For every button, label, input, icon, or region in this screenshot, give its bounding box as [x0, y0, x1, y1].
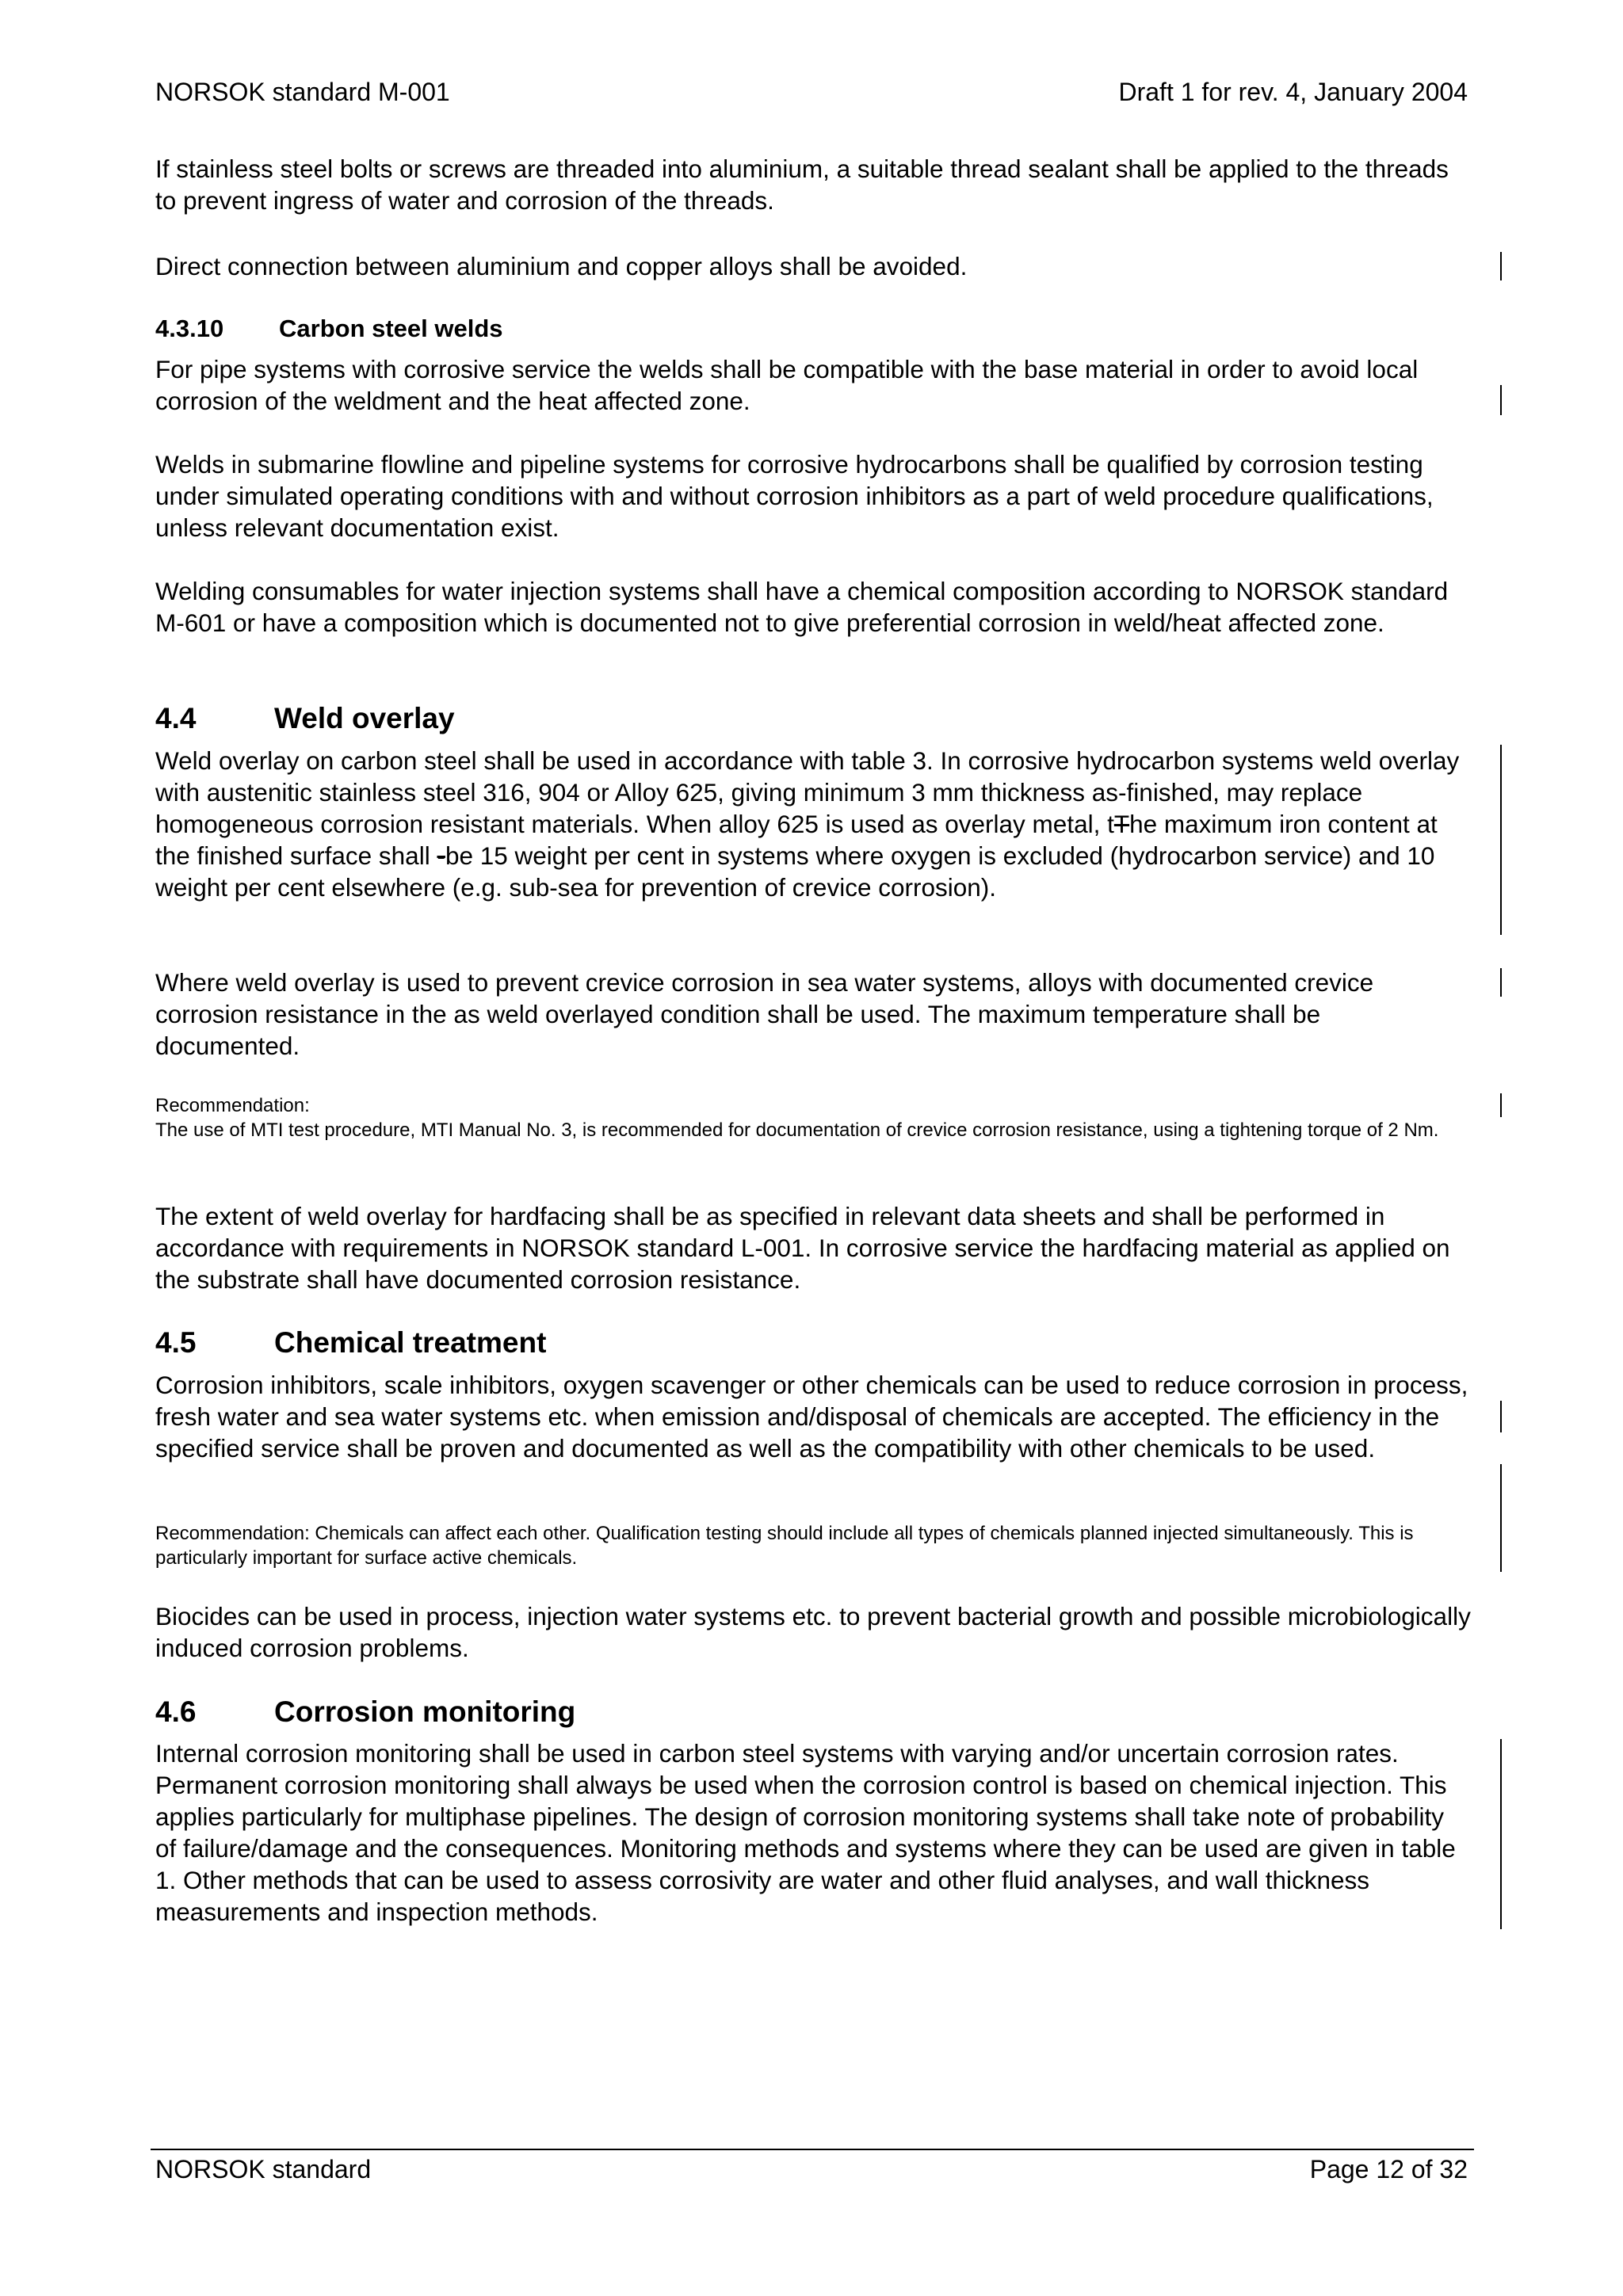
paragraph-aluminium-copper: Direct connection between aluminium and copper alloys shall be avoided. [155, 252, 968, 280]
change-bar [1500, 1093, 1502, 1117]
change-bar [1500, 252, 1502, 280]
text-run: he maximum iron content at the finished surface shall [155, 810, 1438, 870]
footer-rule [151, 2149, 1474, 2150]
section-title: Carbon steel welds [279, 315, 503, 342]
change-bar [1500, 968, 1502, 997]
section-number: 4.4 [155, 702, 197, 734]
recommendation-label: Recommendation: [155, 1095, 310, 1116]
section-number: 4.6 [155, 1695, 197, 1728]
section-heading-4-4 [155, 702, 455, 735]
recommendation-chemicals: Recommendation: Chemicals can affect each other. Qualification testing should include all types of chemicals planned injected simultaneously. This is particularly important for surface active chemicals. [155, 1523, 1414, 1569]
page-number: Page 12 of 32 [1309, 2155, 1468, 2183]
paragraph-thread-sealant: If stainless steel bolts or screws are threaded into aluminium, a suitable thread sealant shall be applied to the threads to prevent ingress of water and corrosion of the threads. [155, 154, 1449, 215]
section-heading-4-6 [155, 1695, 575, 1729]
text-run: Weld overlay on carbon steel shall be used in accordance with table 3. In corrosive hydrocarbon systems weld overlay with austenitic stainless steel 316, 904 or Alloy 625, giving minimum 3 mm thickness as-finished, may replace homogeneous corrosion resistant materials. When alloy 625 is used as overlay metal, t [155, 746, 1460, 838]
paragraph-welding-consumables: Welding consumables for water injection systems shall have a chemical composition according to NORSOK standard M-601 or have a composition which is documented not to give preferential corrosion in weld/heat affected zone. [155, 577, 1449, 637]
paragraph-biocides: Biocides can be used in process, injection water systems etc. to prevent bacterial growth and possible microbiologically induced corrosion problems. [155, 1602, 1471, 1662]
section-heading-4-3-10 [155, 315, 503, 343]
section-number: 4.3.10 [155, 315, 224, 342]
header-left: NORSOK standard M-001 [155, 78, 450, 106]
paragraph-crevice-corrosion: Where weld overlay is used to prevent crevice corrosion in sea water systems, alloys with documented crevice corrosion resistance in the as weld overlayed condition shall be used. The maximum temperature shall be documented. [155, 968, 1374, 1060]
page-footer [155, 2155, 1468, 2190]
change-bar [1500, 1401, 1502, 1432]
change-bar [1500, 385, 1502, 415]
deleted-text: - [437, 841, 445, 870]
footer-left: NORSOK standard [155, 2155, 372, 2183]
recommendation-text: The use of MTI test procedure, MTI Manual No. 3, is recommended for documentation of crevice corrosion resistance, using a tightening torque of 2 Nm. [155, 1119, 1439, 1141]
section-number: 4.5 [155, 1326, 197, 1359]
paragraph-corrosion-monitoring: Internal corrosion monitoring shall be used in carbon steel systems with varying and/or uncertain corrosion rates. Permanent corrosion monitoring shall always be used when the corrosion control is based on chemical injection. This applies particularly for multiphase pipelines. The design of corrosion monitoring systems shall take note of probability of failure/damage and the consequences. Monitoring methods and systems where they can be used are given in table 1. Other methods that can be used to assess corrosivity are water and other fluid analyses, and wall thickness measurements and inspection methods. [155, 1739, 1456, 1926]
section-title: Corrosion monitoring [274, 1695, 576, 1728]
change-bar [1500, 745, 1502, 935]
section-title: Weld overlay [274, 702, 455, 734]
change-bar [1500, 1464, 1502, 1572]
paragraph-pipe-welds: For pipe systems with corrosive service the welds shall be compatible with the base material in order to avoid local corrosion of the weldment and the heat affected zone. [155, 355, 1419, 415]
header-right: Draft 1 for rev. 4, January 2004 [1118, 78, 1468, 106]
recommendation-mti [155, 1093, 1471, 1142]
paragraph-inhibitors: Corrosion inhibitors, scale inhibitors, oxygen scavenger or other chemicals can be used to reduce corrosion in process, fresh water and sea water systems etc. when emission and/disposal of chemicals are accepted. The efficiency in the specified service shall be proven and documented as well as the compatibility with other chemicals to be used. [155, 1371, 1468, 1463]
section-heading-4-5 [155, 1326, 546, 1360]
page-header [155, 78, 1468, 113]
text-run: be 15 weight per cent in systems where oxygen is excluded (hydrocarbon service) and 10 weight per cent elsewhere (e.g. sub-sea for prevention of crevice corrosion). [155, 841, 1435, 902]
paragraph-hardfacing: The extent of weld overlay for hardfacing shall be as specified in relevant data sheets and shall be performed in accordance with requirements in NORSOK standard L-001. In corrosive service the hardfacing material as applied on the substrate shall have documented corrosion resistance. [155, 1202, 1450, 1294]
section-title: Chemical treatment [274, 1326, 547, 1359]
paragraph-weld-overlay [155, 745, 1471, 903]
paragraph-submarine-welds: Welds in submarine flowline and pipeline systems for corrosive hydrocarbons shall be qualified by corrosion testing under simulated operating conditions with and without corrosion inhibitors as a part of weld procedure qualifications, unless relevant documentation exist. [155, 450, 1434, 542]
change-bar [1500, 1739, 1502, 1929]
deleted-text: T [1113, 810, 1130, 838]
